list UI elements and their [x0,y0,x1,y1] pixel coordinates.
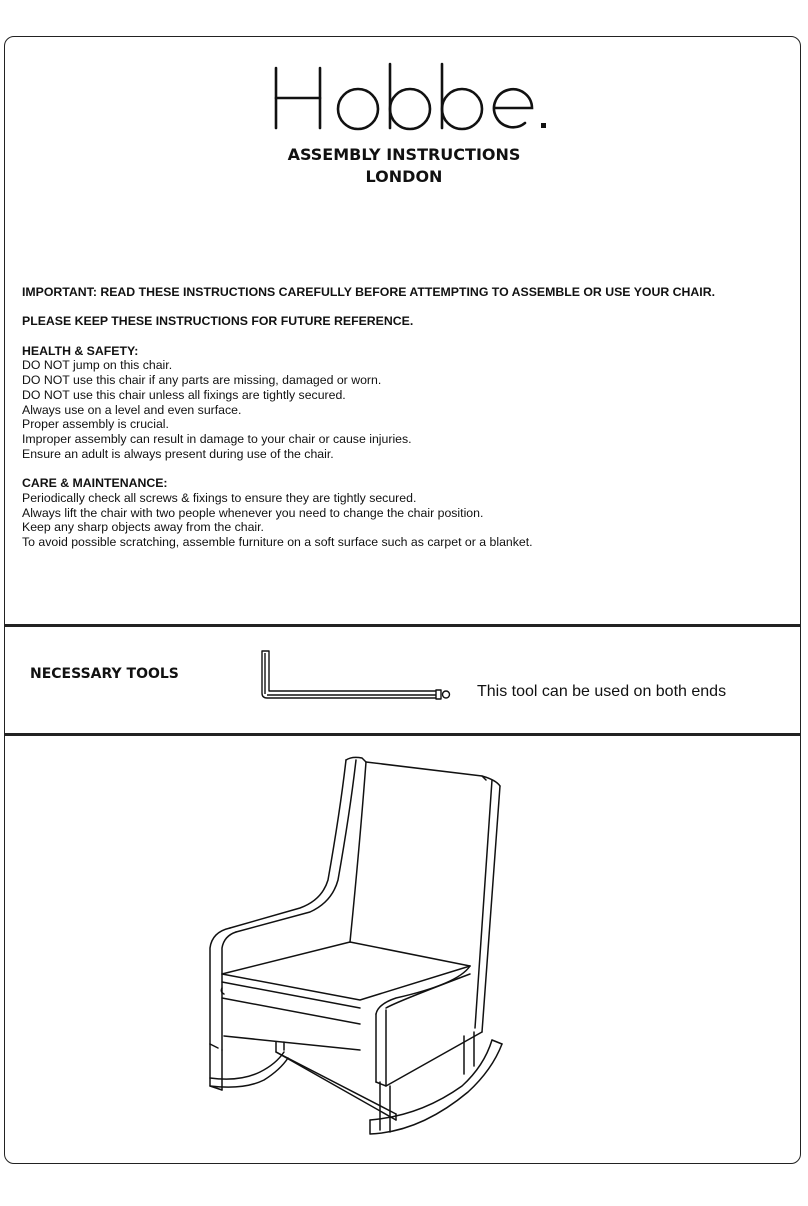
health-safety-item: Improper assembly can result in damage to your chair or cause injuries. [22,432,412,446]
care-item: Always lift the chair with two people whenever you need to change the chair position. [22,505,484,520]
care-item: To avoid possible scratching, assemble furniture on a soft surface such as carpet or a blanket. [22,534,533,549]
health-safety-heading: HEALTH & SAFETY: [22,343,139,358]
product-name: LONDON [365,167,443,186]
health-safety-item: Always use on a level and even surface. [22,402,242,417]
rocking-chair-icon [200,752,510,1142]
hobbe-logo [270,60,560,135]
allen-key-icon [258,648,454,704]
health-safety-item: DO NOT jump on this chair. [22,358,173,373]
health-safety-item: DO NOT use this chair if any parts are missing, damaged or worn. [22,373,382,388]
care-item: Periodically check all screws & fixings to ensure they are tightly secured. [22,490,417,505]
instructions-text [22,285,782,550]
care-item: Keep any sharp objects away from the chair. [22,520,264,535]
section-divider [4,733,801,736]
page-title: ASSEMBLY INSTRUCTIONS [287,145,521,164]
health-safety-item: Ensure an adult is always present during use of the chair. [22,446,334,461]
section-divider [4,624,801,627]
health-safety-item: Proper assembly is crucial. [22,417,169,432]
care-heading: CARE & MAINTENANCE: [22,476,168,491]
important-notice: IMPORTANT: READ THESE INSTRUCTIONS CAREFULLY BEFORE ATTEMPTING TO ASSEMBLE OR USE YOUR CHAIR. [22,285,715,299]
keep-notice: PLEASE KEEP THESE INSTRUCTIONS FOR FUTURE REFERENCE. [22,314,414,329]
tool-note: This tool can be used on both ends [477,683,727,700]
health-safety-item: DO NOT use this chair unless all fixings are tightly secured. [22,387,346,402]
tools-heading: NECESSARY TOOLS [30,666,179,682]
